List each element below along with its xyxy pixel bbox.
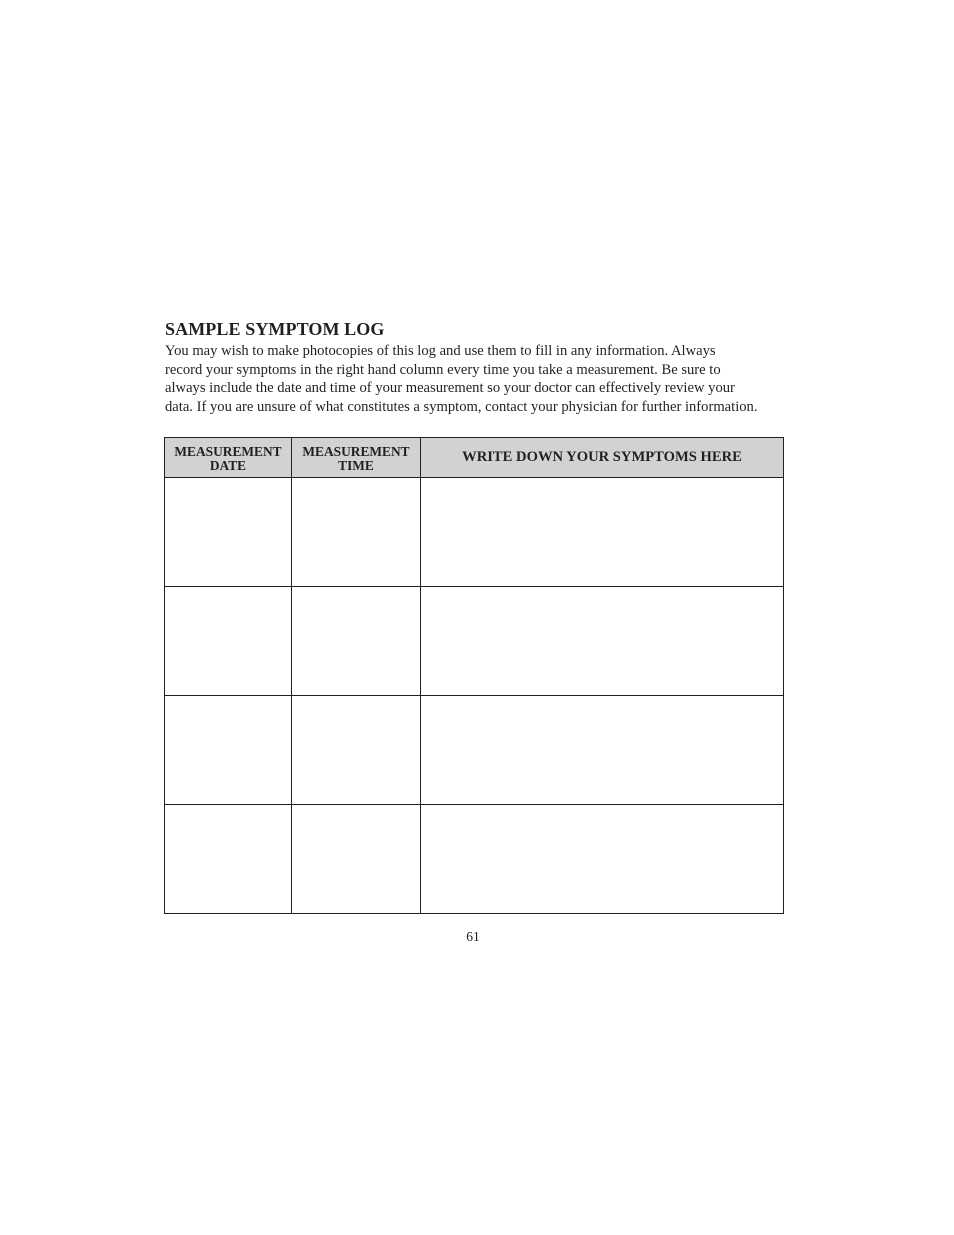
date-cell[interactable] (165, 587, 292, 696)
time-cell[interactable] (292, 696, 421, 805)
page-title: SAMPLE SYMPTOM LOG (165, 319, 385, 339)
header-date-line1: MEASUREMENT (174, 444, 282, 459)
date-cell[interactable] (165, 805, 292, 914)
time-cell[interactable] (292, 587, 421, 696)
symptoms-cell[interactable] (421, 696, 784, 805)
symptoms-cell[interactable] (421, 478, 784, 587)
symptoms-cell[interactable] (421, 805, 784, 914)
table-header-row (165, 438, 784, 478)
header-time-line2: TIME (338, 457, 374, 473)
header-time-line1: MEASUREMENT (302, 444, 410, 459)
header-symptoms: WRITE DOWN YOUR SYMPTOMS HERE (421, 438, 784, 478)
time-cell[interactable] (292, 478, 421, 587)
intro-line: data. If you are unsure of what constitutes a symptom, contact your physician for further information. (165, 399, 758, 416)
table-row (165, 805, 784, 914)
intro-line: You may wish to make photocopies of this log and use them to fill in any information. Always (165, 343, 716, 359)
table-row (165, 478, 784, 587)
symptoms-cell[interactable] (421, 587, 784, 696)
date-cell[interactable] (165, 478, 292, 587)
intro-paragraph (165, 342, 790, 417)
table-row (165, 587, 784, 696)
header-measurement-date (165, 438, 292, 478)
symptom-log-table (164, 437, 784, 914)
header-measurement-time (292, 438, 421, 478)
time-cell[interactable] (292, 805, 421, 914)
header-date-line2: DATE (209, 457, 247, 473)
intro-line: record your symptoms in the right hand column every time you take a measurement. Be sure to (165, 361, 721, 378)
date-cell[interactable] (165, 696, 292, 805)
page-number: 61 (466, 929, 480, 944)
table-row (165, 696, 784, 805)
intro-line: always include the date and time of your measurement so your doctor can effectively review your (165, 380, 735, 397)
